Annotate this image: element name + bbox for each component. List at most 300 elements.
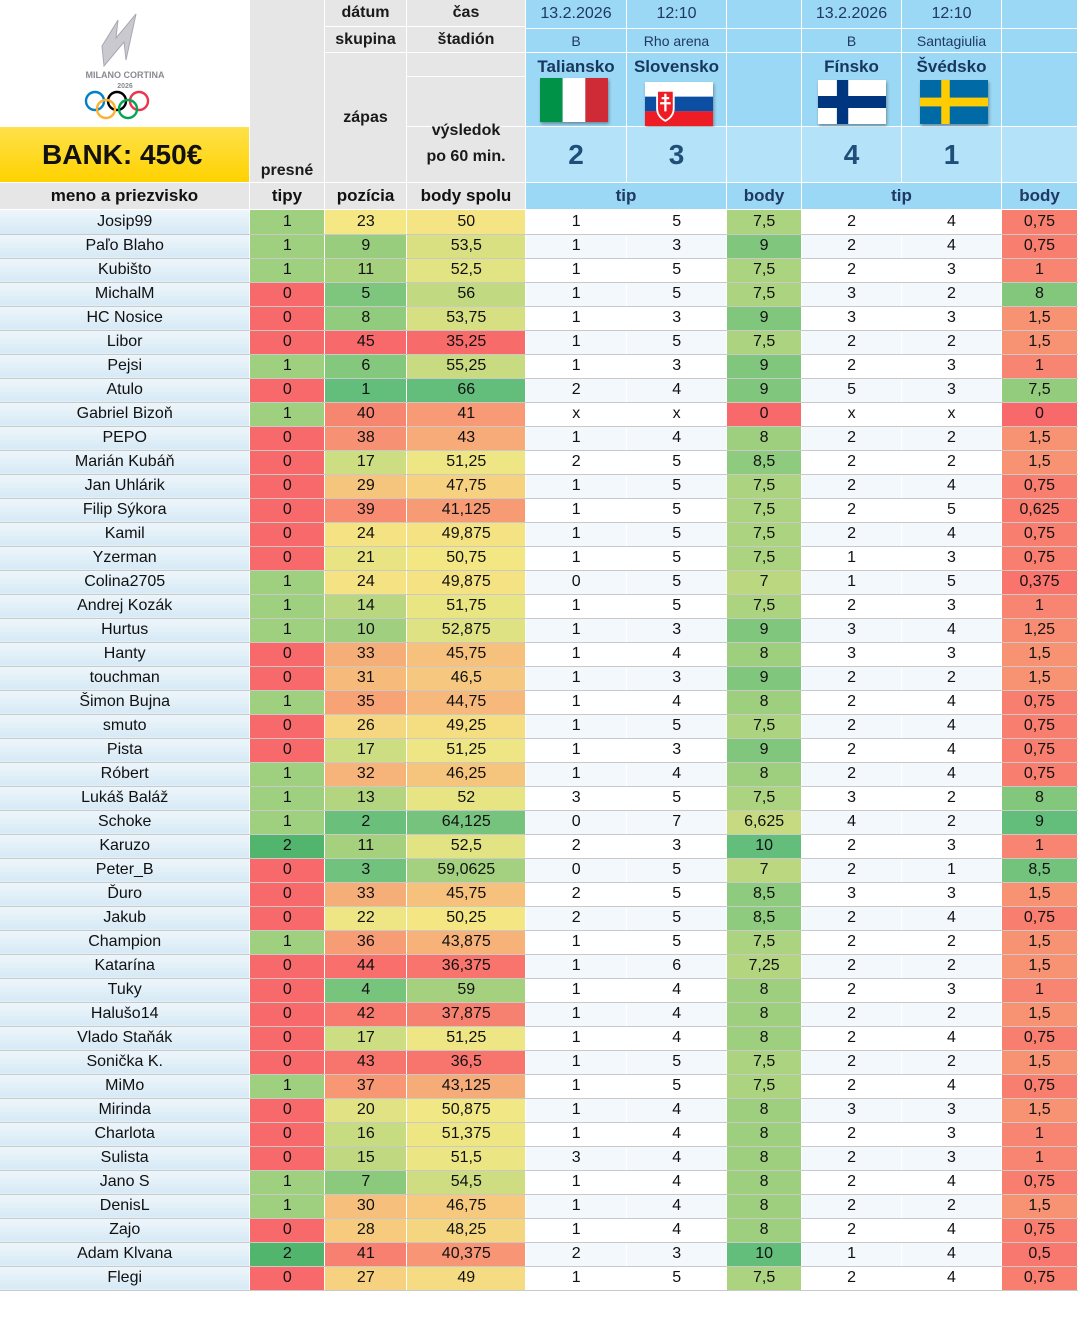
pozicia: 5 [325,282,407,306]
match2-body: 1 [1001,594,1077,618]
presne-tipy: 0 [250,666,325,690]
player-name: Josip99 [0,210,250,234]
match1-tip-away: 7 [627,810,727,834]
match1-time: 12:10 [627,0,727,29]
match1-body: 8 [727,1098,802,1122]
pozicia: 2 [325,810,407,834]
match1-body: 8,5 [727,450,802,474]
match2-tip-away: 4 [902,1266,1002,1290]
player-name: DenisL [0,1194,250,1218]
pozicia: 11 [325,258,407,282]
match1-spacer4 [727,127,802,183]
pozicia: 37 [325,1074,407,1098]
match2-tip-home: 2 [802,522,902,546]
match2-body: 1,5 [1001,450,1077,474]
pozicia: 35 [325,690,407,714]
player-name: Sonička K. [0,1050,250,1074]
presne-tipy: 1 [250,810,325,834]
presne-tipy: 0 [250,1146,325,1170]
match2-tip-away: 3 [902,378,1002,402]
match1-tip-home: 1 [526,666,627,690]
match1-tip-home: 0 [526,570,627,594]
sweden-flag-icon [920,80,988,124]
match1-tip-home: 2 [526,834,627,858]
match1-tip-away: 4 [627,642,727,666]
match2-tip-home: 2 [802,762,902,786]
match2-body: 8 [1001,786,1077,810]
match2-tip-home: 2 [802,1002,902,1026]
match2-body: 0,75 [1001,1170,1077,1194]
presne-tipy: 0 [250,978,325,1002]
match1-body: 7,5 [727,714,802,738]
body-spolu: 59 [407,978,526,1002]
match1-tip-home: 1 [526,1170,627,1194]
match1-tip-away: 5 [627,786,727,810]
match2-tip-home: 2 [802,594,902,618]
match1-tip-away: 4 [627,1026,727,1050]
body-spolu: 50 [407,210,526,234]
match1-body: 7,5 [727,474,802,498]
match2-tip-away: 5 [902,498,1002,522]
match1-tip-away: 4 [627,1122,727,1146]
match1-body: 7,5 [727,930,802,954]
presne-tipy: 0 [250,282,325,306]
match1-body: 7,5 [727,522,802,546]
match1-tip-away: 5 [627,1074,727,1098]
match2-tip-home: 2 [802,354,902,378]
match2-time: 12:10 [902,0,1002,29]
match1-tip-home: 1 [526,522,627,546]
match1-body: 7,5 [727,210,802,234]
table-row [0,498,1078,522]
table-row [0,1146,1078,1170]
table-row [0,858,1078,882]
body-spolu: 44,75 [407,690,526,714]
match2-tip-away: 2 [902,930,1002,954]
pozicia: 39 [325,498,407,522]
match1-body: 8 [727,690,802,714]
match2-body: 1 [1001,354,1077,378]
match2-tip-away: 4 [902,762,1002,786]
match2-body: 0,5 [1001,1242,1077,1266]
match1-tip-away: 3 [627,834,727,858]
match2-body: 8,5 [1001,858,1077,882]
match2-tip-away: 2 [902,1194,1002,1218]
match2-tip-home: 3 [802,306,902,330]
match2-tip-away: 4 [902,906,1002,930]
match2-tip-home: 2 [802,906,902,930]
presne-tipy: 1 [250,1170,325,1194]
presne-tipy: 0 [250,1218,325,1242]
pozicia: 45 [325,330,407,354]
match1-body: 10 [727,1242,802,1266]
presne-tipy: 0 [250,882,325,906]
presne-tipy: 0 [250,1050,325,1074]
table-row [0,234,1078,258]
match1-body: 9 [727,618,802,642]
match2-tip-away: 4 [902,738,1002,762]
match2-away-score: 1 [902,127,1002,183]
match1-tip-away: 3 [627,738,727,762]
match1-tip-home: 1 [526,1218,627,1242]
table-row [0,1218,1078,1242]
match2-body: 0,75 [1001,1074,1077,1098]
presne-tipy: 1 [250,234,325,258]
match2-tip-away: 4 [902,210,1002,234]
player-name: Marián Kubáň [0,450,250,474]
match1-body: 8 [727,642,802,666]
match1-body: 8 [727,1194,802,1218]
pozicia: 31 [325,666,407,690]
presne-tipy: 0 [250,426,325,450]
match1-body: 9 [727,666,802,690]
presne-tipy: 0 [250,330,325,354]
match2-body: 1,5 [1001,666,1077,690]
table-row [0,762,1078,786]
slovakia-flag-icon [645,82,713,126]
match1-body: 8 [727,1218,802,1242]
table-row [0,258,1078,282]
match1-tip-away: 4 [627,978,727,1002]
presne-tipy: 0 [250,858,325,882]
match1-tip-home: 1 [526,642,627,666]
match2-tip-home: 2 [802,330,902,354]
match1-tip-home: 1 [526,1194,627,1218]
match2-body: 0,75 [1001,714,1077,738]
match1-tip-home: 1 [526,546,627,570]
player-name: Yzerman [0,546,250,570]
table-row [0,810,1078,834]
presne-tipy: 0 [250,738,325,762]
match1-tip-away: 4 [627,1098,727,1122]
pozicia: 26 [325,714,407,738]
match1-tip-away: 5 [627,210,727,234]
match2-tip-home: 2 [802,690,902,714]
pozicia: 9 [325,234,407,258]
match2-body: 1,5 [1001,642,1077,666]
body-spolu: 66 [407,378,526,402]
player-name: Gabriel Bizoň [0,402,250,426]
presne-tipy: 1 [250,1194,325,1218]
match1-tip-home: 1 [526,474,627,498]
match2-body: 0,75 [1001,1026,1077,1050]
table-row [0,1002,1078,1026]
player-name: Ďuro [0,882,250,906]
presne-tipy: 0 [250,714,325,738]
match1-tip-away: 3 [627,666,727,690]
match1-tip-home: 2 [526,378,627,402]
match2-body: 9 [1001,810,1077,834]
player-name: MichalM [0,282,250,306]
table-row [0,642,1078,666]
body-spolu: 51,375 [407,1122,526,1146]
match2-tip-home: 2 [802,954,902,978]
match1-body: 7,5 [727,546,802,570]
presne-tipy: 1 [250,690,325,714]
pozicia: 33 [325,642,407,666]
presne-tipy: 2 [250,1242,325,1266]
table-row [0,954,1078,978]
match2-body: 0,75 [1001,522,1077,546]
match2-tip-away: 3 [902,978,1002,1002]
match2-tip-home: 2 [802,666,902,690]
presne-tipy: 2 [250,834,325,858]
player-name: touchman [0,666,250,690]
match1-tip-home: 1 [526,1122,627,1146]
match1-tip-away: 5 [627,594,727,618]
match1-tip-home: 2 [526,1242,627,1266]
presne-tipy: 1 [250,786,325,810]
milano-cortina-logo-icon [40,4,210,122]
match2-tip-home: 2 [802,234,902,258]
match1-tip-away: 4 [627,1146,727,1170]
match2-tip-away: 1 [902,858,1002,882]
match2-spacer [1002,0,1078,29]
match1-tip-home: 1 [526,738,627,762]
player-name: Katarína [0,954,250,978]
match1-tip-away: 5 [627,882,727,906]
match2-tip-home: 2 [802,1218,902,1242]
presne-tipy: 1 [250,402,325,426]
presne-tipy: 1 [250,354,325,378]
player-name: Hurtus [0,618,250,642]
match1-tip-home: 1 [526,234,627,258]
player-name: MiMo [0,1074,250,1098]
match1-arena: Rho arena [627,29,727,53]
match1-body-header: body [727,183,802,210]
match1-tip-away: 4 [627,1002,727,1026]
body-spolu: 46,25 [407,762,526,786]
match2-tip-home: 3 [802,282,902,306]
match2-tip-home: 2 [802,1050,902,1074]
match2-body: 0,75 [1001,906,1077,930]
match2-home-score: 4 [802,127,902,183]
player-name: Flegi [0,1266,250,1290]
match2-tip-away: 4 [902,234,1002,258]
match2-body: 1,5 [1001,882,1077,906]
match1-tip-home: 1 [526,954,627,978]
match2-tip-home: 2 [802,714,902,738]
match1-tip-away: 5 [627,546,727,570]
match1-tip-home: 1 [526,1074,627,1098]
match1-body: 8 [727,762,802,786]
player-name: Kubišto [0,258,250,282]
pozicia: 1 [325,378,407,402]
body-spolu: 35,25 [407,330,526,354]
logo-year: 2026 [116,83,133,90]
body-spolu: 51,25 [407,450,526,474]
body-spolu: 36,5 [407,1050,526,1074]
match1-tip-home: 1 [526,306,627,330]
body-spolu: 51,25 [407,1026,526,1050]
body-spolu: 53,75 [407,306,526,330]
match1-tip-away: 5 [627,714,727,738]
match2-tip-away: 2 [902,1050,1002,1074]
body-spolu: 45,75 [407,642,526,666]
match2-tip-away: 5 [902,570,1002,594]
results-table [0,210,1078,1291]
match2-tip-away: 2 [902,954,1002,978]
header-stadion: štadión [407,27,526,53]
match1-body: 8 [727,1026,802,1050]
pozicia: 21 [325,546,407,570]
match2-body: 1 [1001,1122,1077,1146]
match1-spacer [727,0,802,29]
table-row [0,738,1078,762]
body-spolu: 64,125 [407,810,526,834]
pozicia: 30 [325,1194,407,1218]
match2-body: 1 [1001,258,1077,282]
match1-tip-home: 1 [526,282,627,306]
presne-tipy: 0 [250,450,325,474]
table-row [0,882,1078,906]
match1-tip-away: 4 [627,1218,727,1242]
match1-body: 7,5 [727,282,802,306]
match2-tip-away: 4 [902,1170,1002,1194]
match2-tip-away: 4 [902,1026,1002,1050]
pozicia: 6 [325,354,407,378]
pozicia: 44 [325,954,407,978]
match1-tip-home: 1 [526,1098,627,1122]
match2-tip-away: 4 [902,522,1002,546]
presne-tipy: 1 [250,210,325,234]
player-name: Adam Klvana [0,1242,250,1266]
match2-tip-header: tip [802,183,1002,210]
match1-tip-away: 5 [627,498,727,522]
match2-body: 8 [1001,282,1077,306]
match1-tip-away: 4 [627,378,727,402]
match1-body: 7,5 [727,258,802,282]
match2-body: 1,5 [1001,954,1077,978]
match1-body: 8 [727,1002,802,1026]
match2-tip-home: 2 [802,1266,902,1290]
match1-tip-home: 3 [526,1146,627,1170]
match1-body: 10 [727,834,802,858]
body-spolu: 40,375 [407,1242,526,1266]
match2-tip-home: 3 [802,618,902,642]
match1-spacer3 [727,53,802,127]
match2-tip-home: 2 [802,1074,902,1098]
presne-tipy: 0 [250,1122,325,1146]
match1-body: 7,5 [727,1266,802,1290]
column-header-body-spolu: body spolu [407,183,526,210]
table-row [0,354,1078,378]
pozicia: 33 [325,882,407,906]
match1-body: 7,5 [727,1074,802,1098]
body-spolu: 51,5 [407,1146,526,1170]
pozicia: 14 [325,594,407,618]
pozicia: 29 [325,474,407,498]
finland-flag-icon [818,80,886,124]
match1-tip-away: 4 [627,1170,727,1194]
match2-tip-home: 2 [802,1026,902,1050]
match1-body: 7,5 [727,330,802,354]
player-name: smuto [0,714,250,738]
match2-body: 1 [1001,978,1077,1002]
match2-body: 0,75 [1001,546,1077,570]
match2-tip-home: 3 [802,786,902,810]
match2-tip-away: 3 [902,1146,1002,1170]
match2-tip-away: 2 [902,1002,1002,1026]
match1-tip-home: 1 [526,210,627,234]
pozicia: 32 [325,762,407,786]
match2-tip-home: 3 [802,1098,902,1122]
match2-tip-home: 5 [802,378,902,402]
match2-body: 1,5 [1001,1002,1077,1026]
match1-body: 7,5 [727,594,802,618]
match2-tip-home: 4 [802,810,902,834]
match2-spacer4 [1002,127,1078,183]
match2-body: 0,75 [1001,1266,1077,1290]
match2-body: 1,5 [1001,330,1077,354]
match2-tip-home: 2 [802,1194,902,1218]
body-spolu: 50,25 [407,906,526,930]
match1-tip-away: 5 [627,1266,727,1290]
match1-tip-home: 1 [526,1050,627,1074]
presne-tipy: 0 [250,546,325,570]
match2-tip-away: 3 [902,1122,1002,1146]
match1-tip-away: 5 [627,522,727,546]
match1-body: 7,5 [727,498,802,522]
match1-body: 7,5 [727,1050,802,1074]
presne-tipy: 1 [250,594,325,618]
match1-body: 9 [727,738,802,762]
match2-body: 7,5 [1001,378,1077,402]
body-spolu: 52,875 [407,618,526,642]
match1-tip-away: 5 [627,258,727,282]
player-name: Kamil [0,522,250,546]
match1-tip-home: 1 [526,594,627,618]
player-name: Champion [0,930,250,954]
match2-spacer2 [1002,29,1078,53]
player-name: Halušo14 [0,1002,250,1026]
match2-arena: Santagiulia [902,29,1002,53]
player-name: Paľo Blaho [0,234,250,258]
match1-body: 8 [727,1122,802,1146]
body-spolu: 53,5 [407,234,526,258]
table-row [0,426,1078,450]
player-name: HC Nosice [0,306,250,330]
match2-body: 1 [1001,1146,1077,1170]
player-name: Peter_B [0,858,250,882]
match2-body: 1,5 [1001,426,1077,450]
vysledok-line2: po 60 min. [426,147,506,165]
match1-body: 9 [727,378,802,402]
presne-tipy: 0 [250,954,325,978]
header-zapas: zápas [325,53,407,183]
body-spolu: 49,875 [407,570,526,594]
body-spolu: 55,25 [407,354,526,378]
body-spolu: 52,5 [407,258,526,282]
player-name: PEPO [0,426,250,450]
match2-tip-away: 4 [902,1074,1002,1098]
header-datum: dátum [325,0,407,27]
player-name: Sulista [0,1146,250,1170]
match1-tip-away: 5 [627,330,727,354]
match1-body: 7,5 [727,786,802,810]
match1-body: 6,625 [727,810,802,834]
table-row [0,618,1078,642]
pozicia: 20 [325,1098,407,1122]
presne-tipy: 0 [250,498,325,522]
match1-tip-home: 3 [526,786,627,810]
table-row [0,1074,1078,1098]
match1-body: 8,5 [727,882,802,906]
player-name: Libor [0,330,250,354]
match2-tip-home: 3 [802,642,902,666]
body-spolu: 51,25 [407,738,526,762]
match1-tip-home: 2 [526,882,627,906]
